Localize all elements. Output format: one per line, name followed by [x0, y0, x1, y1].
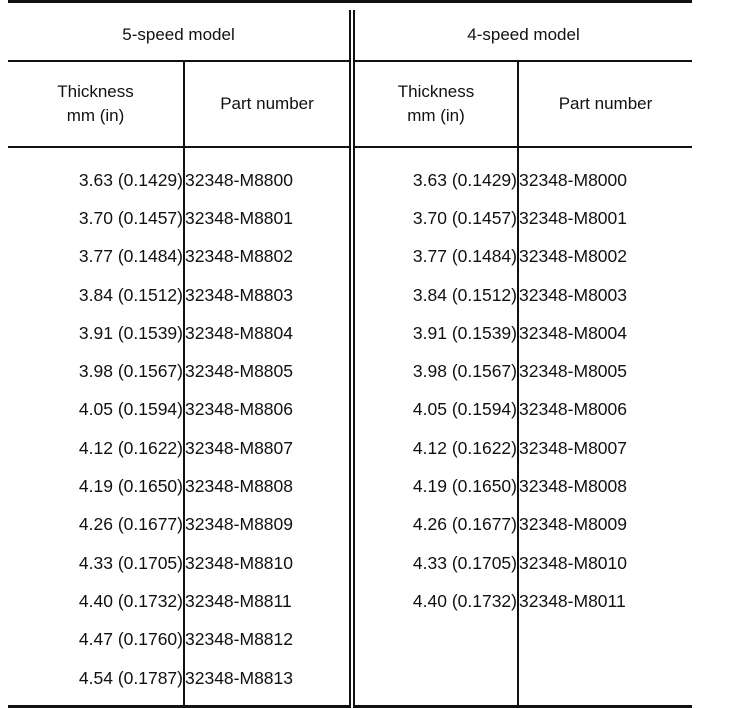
four-speed-thickness-cell: 4.33 (0.1705): [352, 544, 518, 582]
thickness-header-line1: Thickness: [57, 82, 134, 101]
shim-spec-table: [8, 10, 692, 708]
four-speed-part-number-cell: 32348-M8005: [519, 361, 627, 382]
four-speed-thickness-cell: 3.91 (0.1539): [352, 314, 518, 352]
five-speed-part-number-cell: 32348-M8807: [184, 429, 352, 467]
five-speed-part-number-cell: 32348-M8804: [184, 314, 352, 352]
five-speed-part-number-cell: 32348-M8800: [184, 161, 352, 199]
four-speed-part-number-cell: 32348-M8000: [519, 169, 627, 190]
thickness-header-line2: mm (in): [407, 106, 465, 125]
table-row: [8, 238, 692, 276]
four-speed-thickness-cell: 3.77 (0.1484): [352, 238, 518, 276]
four-speed-part-number-cell: 32348-M8011: [519, 590, 626, 611]
five-speed-thickness-cell: 3.91 (0.1539): [8, 314, 184, 352]
table-row: [8, 391, 692, 429]
five-speed-part-number-cell: 32348-M8801: [184, 199, 352, 237]
four-speed-thickness-cell: [352, 621, 518, 659]
four-speed-part-number-cell: 32348-M8007: [519, 437, 627, 458]
spacer-row: [8, 147, 692, 161]
table-row: [8, 429, 692, 467]
four-speed-thickness-cell: 3.98 (0.1567): [352, 352, 518, 390]
four-speed-part-number-cell: 32348-M8010: [519, 552, 627, 573]
five-speed-part-number-cell: 32348-M8813: [184, 659, 352, 697]
four-speed-part-number-cell: 32348-M8001: [519, 207, 627, 228]
five-speed-thickness-cell: 4.05 (0.1594): [8, 391, 184, 429]
five-speed-thickness-cell: 3.77 (0.1484): [8, 238, 184, 276]
four-speed-thickness-cell: 4.26 (0.1677): [352, 506, 518, 544]
four-speed-thickness-cell: [352, 659, 518, 697]
table-row: [8, 314, 692, 352]
table-body: [8, 147, 692, 707]
four-speed-thickness-cell: 4.12 (0.1622): [352, 429, 518, 467]
five-speed-thickness-header: [8, 61, 184, 147]
four-speed-part-number-cell: 32348-M8003: [519, 284, 627, 305]
four-speed-thickness-cell: 4.05 (0.1594): [352, 391, 518, 429]
four-speed-part-number-cell: [518, 621, 692, 659]
four-speed-part-number-cell: [518, 659, 692, 697]
five-speed-thickness-cell: 4.26 (0.1677): [8, 506, 184, 544]
table-row: [8, 582, 692, 620]
five-speed-thickness-cell: 3.63 (0.1429): [8, 161, 184, 199]
thickness-header-line1: Thickness: [397, 82, 475, 101]
four-speed-thickness-cell: 4.40 (0.1732): [352, 582, 518, 620]
spacer-row: [8, 697, 692, 707]
five-speed-thickness-cell: 4.54 (0.1787): [8, 659, 184, 697]
four-speed-thickness-cell: 4.19 (0.1650): [352, 467, 518, 505]
five-speed-part-number-cell: 32348-M8809: [184, 506, 352, 544]
four-speed-part-number-cell: 32348-M8002: [519, 246, 627, 267]
table-row: [8, 621, 692, 659]
five-speed-thickness-cell: 4.12 (0.1622): [8, 429, 184, 467]
table-row: [8, 199, 692, 237]
five-speed-part-number-cell: 32348-M8810: [184, 544, 352, 582]
four-speed-model-header: 4-speed model: [352, 10, 692, 61]
table-row: [8, 352, 692, 390]
five-speed-part-number-cell: 32348-M8805: [184, 352, 352, 390]
four-speed-part-number-cell: 32348-M8004: [519, 322, 627, 343]
four-speed-thickness-cell: 3.70 (0.1457): [352, 199, 518, 237]
table-row: [8, 276, 692, 314]
five-speed-thickness-cell: 3.70 (0.1457): [8, 199, 184, 237]
five-speed-thickness-cell: 3.98 (0.1567): [8, 352, 184, 390]
five-speed-part-number-cell: 32348-M8802: [184, 238, 352, 276]
five-speed-part-number-header: Part number: [184, 61, 352, 147]
five-speed-thickness-cell: 4.40 (0.1732): [8, 582, 184, 620]
four-speed-thickness-cell: 3.63 (0.1429): [352, 161, 518, 199]
table-row: [8, 467, 692, 505]
four-speed-part-number-cell: 32348-M8009: [519, 514, 627, 535]
five-speed-thickness-cell: 4.47 (0.1760): [8, 621, 184, 659]
five-speed-part-number-cell: 32348-M8803: [184, 276, 352, 314]
five-speed-part-number-cell: 32348-M8806: [184, 391, 352, 429]
table-row: [8, 544, 692, 582]
four-speed-thickness-header: [352, 61, 518, 147]
thickness-header-line2: mm (in): [66, 106, 125, 125]
four-speed-part-number-cell: 32348-M8008: [519, 476, 627, 497]
five-speed-model-header: 5-speed model: [8, 10, 352, 61]
four-speed-thickness-cell: 3.84 (0.1512): [352, 276, 518, 314]
five-speed-part-number-cell: 32348-M8808: [184, 467, 352, 505]
four-speed-part-number-cell: 32348-M8006: [519, 399, 627, 420]
table-row: [8, 161, 692, 199]
five-speed-thickness-cell: 4.33 (0.1705): [8, 544, 184, 582]
five-speed-part-number-cell: 32348-M8811: [184, 582, 352, 620]
table-row: [8, 659, 692, 697]
five-speed-thickness-cell: 4.19 (0.1650): [8, 467, 184, 505]
table-row: [8, 506, 692, 544]
five-speed-part-number-cell: 32348-M8812: [184, 621, 352, 659]
top-border-line: [8, 0, 692, 3]
four-speed-part-number-header: Part number: [518, 61, 692, 147]
five-speed-thickness-cell: 3.84 (0.1512): [8, 276, 184, 314]
